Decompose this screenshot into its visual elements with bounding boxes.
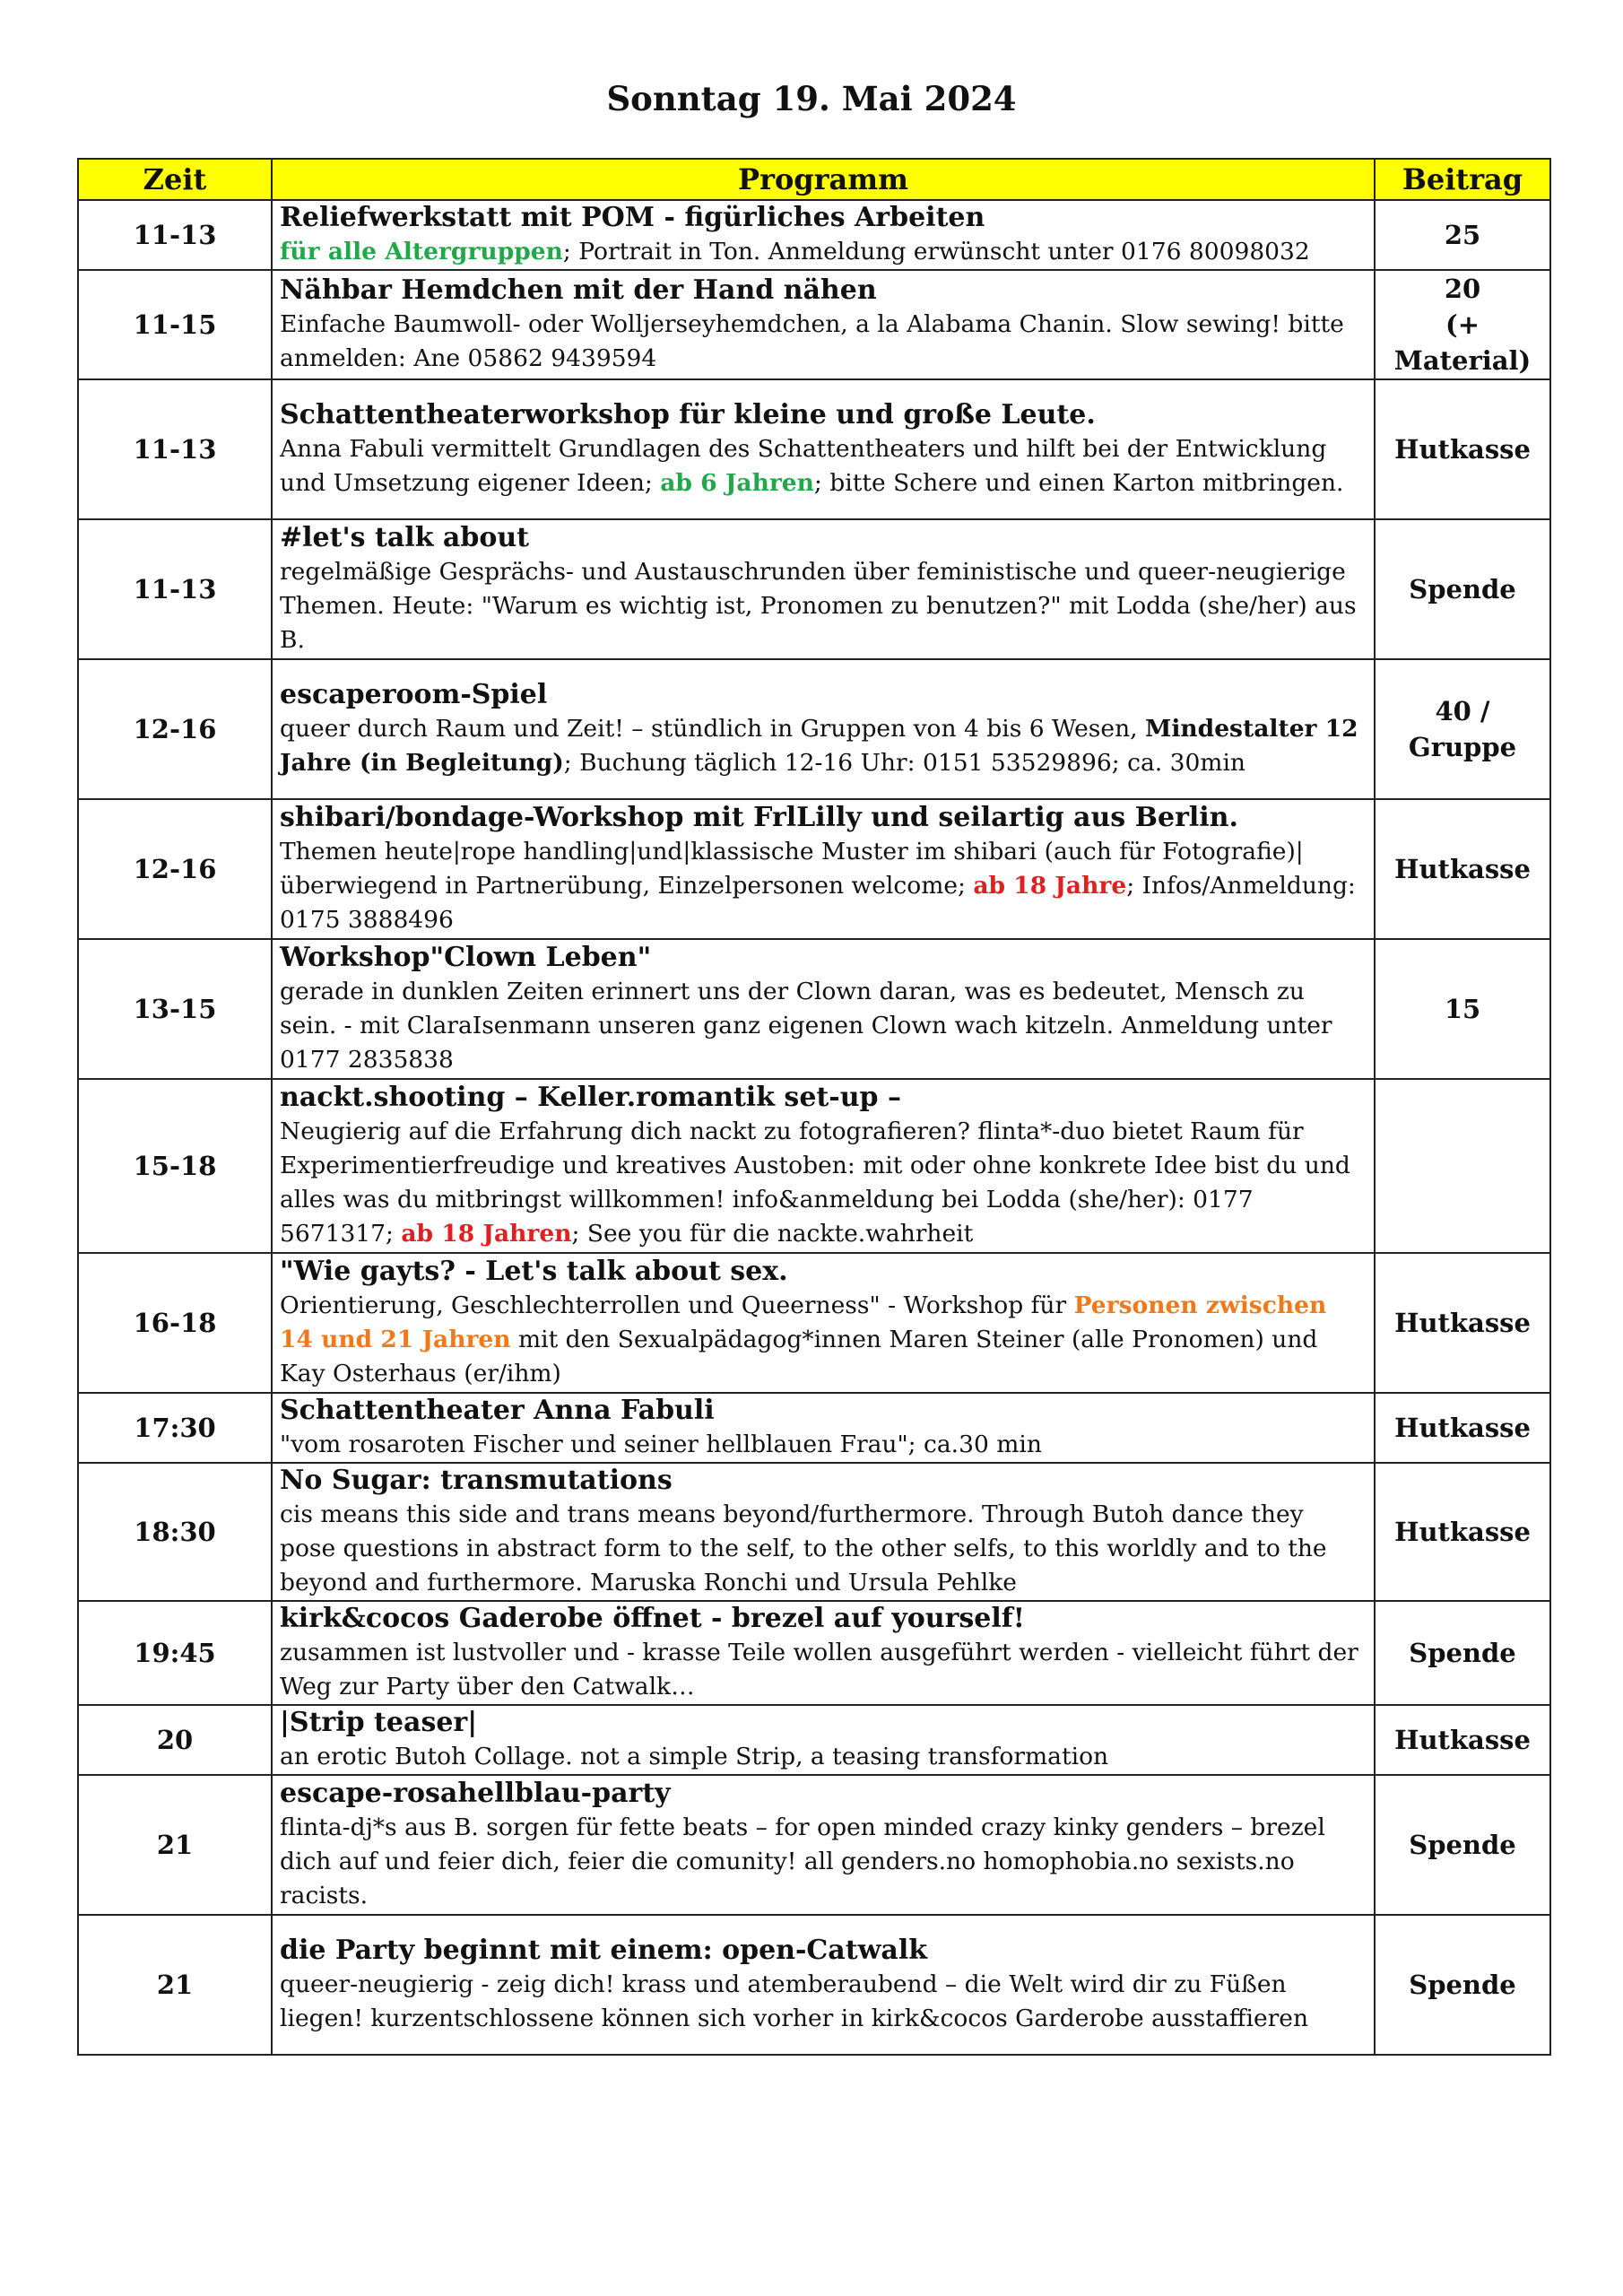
- event-time: 11-13: [78, 519, 272, 659]
- table-row: [78, 659, 1550, 799]
- event-title: escaperoom-Spiel: [280, 679, 548, 710]
- event-title: kirk&cocos Gaderobe öffnet - brezel auf yourself!: [280, 1603, 1025, 1634]
- event-description: [280, 835, 1367, 937]
- event-time: 11-13: [78, 379, 272, 519]
- event-description: [280, 1115, 1367, 1251]
- event-time: 12-16: [78, 799, 272, 939]
- column-header-time: Zeit: [78, 159, 272, 200]
- table-row: [78, 270, 1550, 379]
- event-description: [280, 1428, 1367, 1462]
- event-fee: [1375, 1253, 1550, 1393]
- event-description-text: Orientierung, Geschlechterrollen und Queerness" - Workshop für: [280, 1292, 1074, 1319]
- event-program: [272, 1463, 1375, 1601]
- event-program: [272, 200, 1375, 270]
- event-time: 17:30: [78, 1393, 272, 1463]
- event-time: 11-13: [78, 200, 272, 270]
- event-description-text: queer durch Raum und Zeit! – stündlich in Gruppen von 4 bis 6 Wesen,: [280, 715, 1145, 743]
- table-row: [78, 200, 1550, 270]
- event-fee: [1375, 939, 1550, 1079]
- table-row: [78, 1705, 1550, 1775]
- event-time: 19:45: [78, 1601, 272, 1705]
- fee-value: Hutkasse: [1394, 854, 1531, 884]
- table-row: [78, 1915, 1550, 2055]
- event-title: Workshop"Clown Leben": [280, 942, 652, 973]
- event-description: [280, 1289, 1367, 1391]
- event-title: nackt.shooting – Keller.romantik set-up –: [280, 1082, 901, 1113]
- event-title: No Sugar: transmutations: [280, 1465, 673, 1496]
- event-title: #let's talk about: [280, 522, 530, 553]
- event-fee: [1375, 659, 1550, 799]
- event-description: [280, 308, 1367, 376]
- event-description: [280, 712, 1367, 780]
- table-row: [78, 1463, 1550, 1601]
- event-program: [272, 1393, 1375, 1463]
- event-description-text: cis means this side and trans means beyond/furthermore. Through Butoh dance they pose questions in abstract form to the self, to the other selfs, to this worldly and to the beyond and furthermore. Maruska Ronchi und Ursula Pehlke: [280, 1500, 1327, 1596]
- event-time: 12-16: [78, 659, 272, 799]
- event-time: 21: [78, 1775, 272, 1915]
- event-time: 18:30: [78, 1463, 272, 1601]
- fee-value: Hutkasse: [1394, 1725, 1531, 1755]
- event-title: shibari/bondage-Workshop mit FrlLilly und seilartig aus Berlin.: [280, 802, 1238, 833]
- event-time: 20: [78, 1705, 272, 1775]
- fee-value: (+ Material): [1393, 309, 1532, 376]
- event-description-text: ; See you für die nackte.wahrheit: [571, 1220, 974, 1248]
- column-header-fee: Beitrag: [1375, 159, 1550, 200]
- event-program: [272, 1079, 1375, 1253]
- event-description-highlight: ab 18 Jahren: [401, 1220, 572, 1248]
- event-description-text: gerade in dunklen Zeiten erinnert uns der Clown daran, was es bedeutet, Mensch zu sein. - mit ClaraIsenmann unseren ganz eigenen Clown wach kitzeln. Anmeldung unter 0177 2835838: [280, 978, 1332, 1074]
- event-description-text: Neugierig auf die Erfahrung dich nackt zu fotografieren? flinta*-duo bietet Raum für Experimentierfreudige und kreatives Austoben: mit oder ohne konkrete Idee bist du und alles was du mitbringst willkommen! info&anmeldung bei Lodda (she/her): 0177 5671317;: [280, 1118, 1350, 1248]
- table-row: [78, 1775, 1550, 1915]
- table-body: [78, 200, 1550, 2055]
- fee-value: Spende: [1409, 1830, 1516, 1860]
- event-description-text: Anna Fabuli vermittelt Grundlagen des Schattentheaters und hilft bei der Entwicklung und Umsetzung eigener Ideen;: [280, 435, 1327, 497]
- event-description-text: ; Buchung täglich 12-16 Uhr: 0151 53529896; ca. 30min: [563, 749, 1245, 777]
- program-table: [77, 158, 1551, 2056]
- event-program: [272, 799, 1375, 939]
- event-description-text: ; Portrait in Ton. Anmeldung erwünscht unter 0176 80098032: [562, 238, 1310, 265]
- event-title: escape-rosahellblau-party: [280, 1778, 671, 1809]
- event-description: [280, 1811, 1367, 1913]
- fee-value: 40 / Gruppe: [1408, 696, 1517, 762]
- event-description-text: "vom rosaroten Fischer und seiner hellblauen Frau"; ca.30 min: [280, 1431, 1042, 1458]
- event-fee: [1375, 379, 1550, 519]
- event-fee: [1375, 1915, 1550, 2055]
- event-fee: [1375, 1705, 1550, 1775]
- table-row: [78, 519, 1550, 659]
- event-time: 15-18: [78, 1079, 272, 1253]
- fee-value: Hutkasse: [1394, 1308, 1531, 1338]
- event-fee: [1375, 1463, 1550, 1601]
- event-time: 21: [78, 1915, 272, 2055]
- event-fee: [1375, 1775, 1550, 1915]
- event-time: 11-15: [78, 270, 272, 379]
- event-description-text: ; Infos/Anmeldung: 0175 3888496: [280, 872, 1356, 934]
- fee-value: Hutkasse: [1394, 1413, 1531, 1443]
- event-program: [272, 1253, 1375, 1393]
- fee-value: 20: [1444, 274, 1481, 304]
- fee-value: Hutkasse: [1394, 434, 1531, 465]
- event-program: [272, 1915, 1375, 2055]
- event-fee: [1375, 799, 1550, 939]
- event-program: [272, 939, 1375, 1079]
- event-title: Nähbar Hemdchen mit der Hand nähen: [280, 274, 877, 306]
- event-description: [280, 432, 1367, 500]
- event-title: die Party beginnt mit einem: open-Catwalk: [280, 1935, 928, 1966]
- table-row: [78, 1253, 1550, 1393]
- fee-value: Spende: [1409, 574, 1516, 604]
- event-fee: [1375, 1393, 1550, 1463]
- event-description-text: ; bitte Schere und einen Karton mitbringen.: [813, 469, 1344, 497]
- event-description-text: an erotic Butoh Collage. not a simple Strip, a teasing transformation: [280, 1743, 1109, 1770]
- event-time: 16-18: [78, 1253, 272, 1393]
- event-program: [272, 270, 1375, 379]
- event-description: [280, 1740, 1367, 1774]
- fee-value: Spende: [1409, 1970, 1516, 2000]
- event-description-highlight: für alle Altergruppen: [280, 238, 563, 265]
- event-description-highlight: ab 18 Jahre: [973, 872, 1127, 900]
- event-fee: [1375, 200, 1550, 270]
- event-description: [280, 1636, 1367, 1704]
- event-description-text: Einfache Baumwoll- oder Wolljerseyhemdchen, a la Alabama Chanin. Slow sewing! bitte anmelden: Ane 05862 9439594: [280, 310, 1344, 372]
- event-program: [272, 1705, 1375, 1775]
- event-fee: [1375, 270, 1550, 379]
- event-description-highlight: ab 6 Jahren: [660, 469, 814, 497]
- table-row: [78, 379, 1550, 519]
- column-header-program: Programm: [272, 159, 1375, 200]
- event-program: [272, 519, 1375, 659]
- event-description: [280, 975, 1367, 1077]
- event-title: Reliefwerkstatt mit POM - figürliches Arbeiten: [280, 202, 985, 233]
- table-row: [78, 1079, 1550, 1253]
- fee-value: Spende: [1409, 1638, 1516, 1668]
- fee-value: 15: [1444, 994, 1481, 1024]
- event-title: Schattentheaterworkshop für kleine und große Leute.: [280, 399, 1096, 430]
- event-description-highlight: Personen zwischen 14 und 21 Jahren: [280, 1292, 1327, 1353]
- event-description-text: mit den Sexualpädagog*innen Maren Steiner (alle Pronomen) und Kay Osterhaus (er/ihm): [280, 1326, 1318, 1387]
- event-program: [272, 379, 1375, 519]
- table-row: [78, 1601, 1550, 1705]
- event-description-text: zusammen ist lustvoller und - krasse Teile wollen ausgeführt werden - vielleicht führt der Weg zur Party über den Catwalk…: [280, 1639, 1358, 1700]
- event-fee: [1375, 1079, 1550, 1253]
- event-program: [272, 1601, 1375, 1705]
- event-description-highlight: Mindestalter 12 Jahre (in Begleitung): [280, 715, 1358, 777]
- table-header-row: [78, 159, 1550, 200]
- table-row: [78, 1393, 1550, 1463]
- event-program: [272, 1775, 1375, 1915]
- event-description: [280, 235, 1367, 269]
- event-description-text: queer-neugierig - zeig dich! krass und atemberaubend – die Welt wird dir zu Füßen liegen! kurzentschlossene können sich vorher in kirk&cocos Garderobe ausstaffieren: [280, 1970, 1309, 2032]
- event-description: [280, 1968, 1367, 2036]
- event-description: [280, 555, 1367, 657]
- event-time: 13-15: [78, 939, 272, 1079]
- event-fee: [1375, 1601, 1550, 1705]
- event-description-text: flinta-dj*s aus B. sorgen für fette beats – for open minded crazy kinky genders – brezel dich auf und feier dich, feier die comunity! all genders.no homophobia.no sexists.no racists.: [280, 1813, 1325, 1909]
- table-row: [78, 799, 1550, 939]
- table-row: [78, 939, 1550, 1079]
- page-title: Sonntag 19. Mai 2024: [606, 79, 1017, 118]
- fee-value: 25: [1444, 220, 1481, 250]
- event-description: [280, 1498, 1367, 1600]
- event-description-text: Themen heute|rope handling|und|klassische Muster im shibari (auch für Fotografie)| überwiegend in Partnerübung, Einzelpersonen welcome;: [280, 838, 1304, 900]
- event-description-text: regelmäßige Gesprächs- und Austauschrunden über feministische und queer-neugierige Themen. Heute: "Warum es wichtig ist, Pronomen zu benutzen?" mit Lodda (she/her) aus B.: [280, 558, 1357, 654]
- event-program: [272, 659, 1375, 799]
- fee-value: Hutkasse: [1394, 1517, 1531, 1547]
- event-title: Schattentheater Anna Fabuli: [280, 1395, 715, 1426]
- event-fee: [1375, 519, 1550, 659]
- event-title: |Strip teaser|: [280, 1707, 478, 1738]
- event-title: "Wie gayts? - Let's talk about sex.: [280, 1256, 788, 1287]
